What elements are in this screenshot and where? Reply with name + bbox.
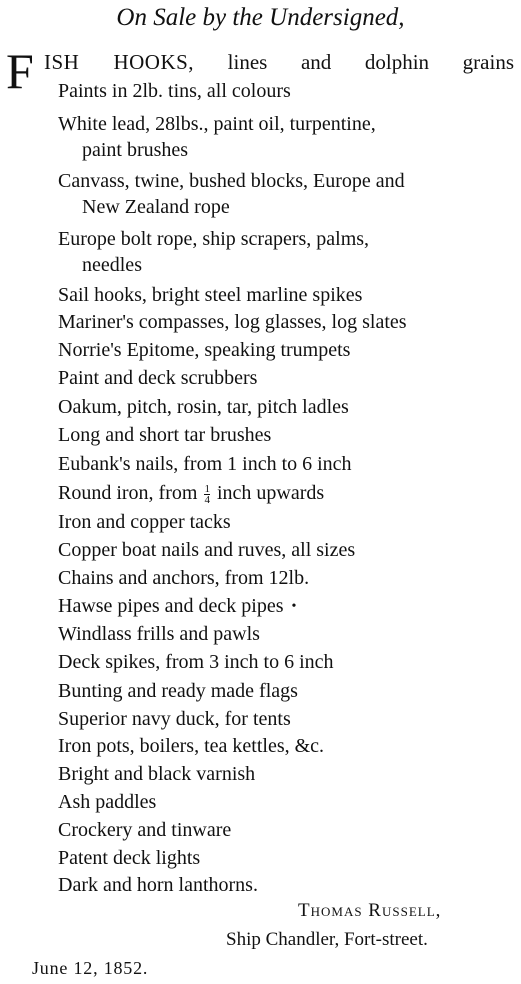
fraction-numerator: 1 xyxy=(204,482,210,495)
fraction-one-quarter xyxy=(204,484,210,505)
list-item xyxy=(58,168,405,220)
list-item xyxy=(58,226,369,278)
bullet-mark: • xyxy=(291,599,297,615)
list-item xyxy=(58,480,324,506)
list-item: Norrie's Epitome, speaking trumpets xyxy=(58,339,351,361)
list-item: Windlass frills and pawls xyxy=(58,623,260,645)
list-item-continuation: New Zealand rope xyxy=(82,196,230,218)
list-item: Paints in 2lb. tins, all colours xyxy=(58,80,291,102)
list-item: Superior navy duck, for tents xyxy=(58,708,291,730)
list-item-text: Hawse pipes and deck pipes xyxy=(58,595,284,617)
list-item: Patent deck lights xyxy=(58,847,201,869)
list-item-text: inch upwards xyxy=(216,482,325,504)
list-item: Eubank's nails, from 1 inch to 6 inch xyxy=(58,453,352,475)
list-item: Ash paddles xyxy=(58,791,157,813)
list-item-text: Round iron, from xyxy=(58,482,198,504)
list-item: Sail hooks, bright steel marline spikes xyxy=(58,284,363,306)
fraction-denominator: 4 xyxy=(204,493,210,506)
list-item: Deck spikes, from 3 inch to 6 inch xyxy=(58,651,334,673)
first-item-line xyxy=(44,49,514,75)
signature-name: Thomas Russell, xyxy=(298,900,442,921)
list-item: Paint and deck scrubbers xyxy=(58,367,258,389)
signature-title: Ship Chandler, Fort-street. xyxy=(226,929,428,950)
list-item: Bright and black varnish xyxy=(58,763,256,785)
first-item-caps: ISH HOOKS, xyxy=(44,50,195,74)
list-item-text: Europe bolt rope, ship scrapers, palms, xyxy=(58,228,370,250)
advert-date: June 12, 1852. xyxy=(32,958,149,978)
list-item-text: Canvass, twine, bushed blocks, Europe and xyxy=(58,170,405,192)
advert-heading: On Sale by the Undersigned, xyxy=(116,4,405,31)
list-item: Crockery and tinware xyxy=(58,819,232,841)
drop-cap: F xyxy=(6,43,34,99)
list-item-continuation: needles xyxy=(82,254,142,276)
list-item: Oakum, pitch, rosin, tar, pitch ladles xyxy=(58,396,349,418)
list-item-continuation: paint brushes xyxy=(82,139,189,161)
list-item xyxy=(58,593,296,620)
list-item: Chains and anchors, from 12lb. xyxy=(58,567,310,589)
list-item: Mariner's compasses, log glasses, log slates xyxy=(58,311,407,333)
list-item xyxy=(58,111,376,163)
list-item: Long and short tar brushes xyxy=(58,424,272,446)
list-item: Iron pots, boilers, tea kettles, &c. xyxy=(58,735,325,757)
list-item: Iron and copper tacks xyxy=(58,511,231,533)
list-item-text: White lead, 28lbs., paint oil, turpentine, xyxy=(58,113,376,135)
list-item: Bunting and ready made flags xyxy=(58,680,298,702)
list-item: Dark and horn lanthorns. xyxy=(58,874,258,896)
list-item: Copper boat nails and ruves, all sizes xyxy=(58,539,356,561)
first-item-rest: lines and dolphin grains xyxy=(227,50,514,74)
